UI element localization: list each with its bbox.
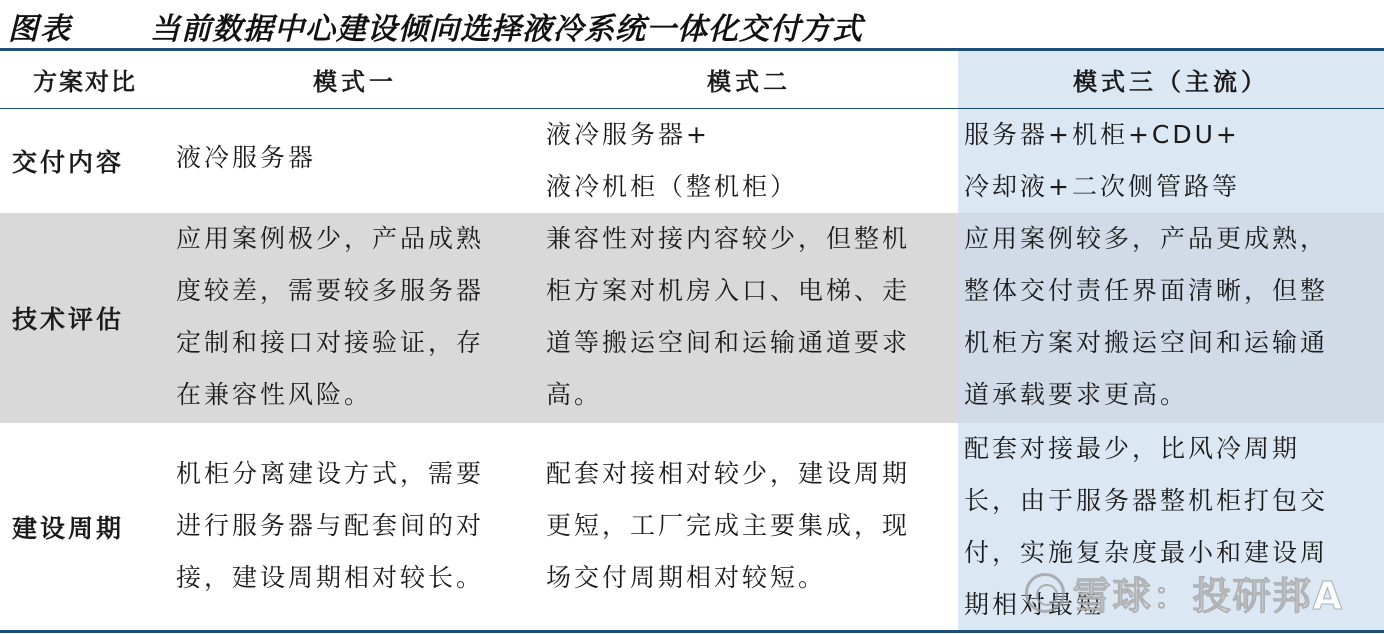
watermark	[1025, 565, 1344, 620]
cell-mode-3: 配套对接最少，比风冷周期 长，由于服务器整机柜打包交 付，实施复杂度最小和建设周 期相对最短	[958, 423, 1384, 631]
figure-title: 当前数据中心建设倾向选择液冷系统一体化交付方式	[150, 12, 863, 47]
header-mode-1: 模式一	[313, 68, 397, 96]
cell-mode-3: 应用案例较多，产品更成熟， 整体交付责任界面清晰，但整 机柜方案对搬运空间和运输通 道承载要求更高。	[958, 213, 1384, 423]
cell-mode-2: 兼容性对接内容较少，但整机 柜方案对机房入口、电梯、走 道等搬运空间和运输通道要求 高。	[546, 224, 911, 409]
cell-mode-1: 应用案例极少，产品成熟 度较差，需要较多服务器 定制和接口对接验证，存 在兼容性风险。	[176, 224, 485, 409]
row-label: 建设周期	[12, 514, 125, 543]
bottom-rule	[0, 630, 1384, 633]
table-row	[0, 109, 1384, 213]
cell-mode-1: 液冷服务器	[176, 143, 317, 172]
cell-mode-2: 液冷服务器+ 液冷机柜（整机柜）	[546, 120, 799, 201]
table-row	[0, 213, 1384, 423]
row-label: 交付内容	[12, 148, 125, 177]
cell-mode-3: 服务器+机柜+CDU+ 冷却液+二次侧管路等	[958, 109, 1384, 213]
table-header-row	[0, 51, 1384, 108]
header-mode-3: 模式三（主流）	[958, 51, 1384, 108]
xueqiu-logo-icon	[1025, 573, 1065, 613]
cell-mode-1: 机柜分离建设方式，需要 进行服务器与配套间的对 接，建设周期相对较长。	[176, 459, 485, 592]
title-bar	[0, 0, 1384, 48]
header-col-label: 方案对比	[33, 68, 137, 96]
figure-label: 图表	[8, 12, 72, 47]
watermark-text: 雪球：投研邦A	[1072, 574, 1344, 618]
header-mode-2: 模式二	[707, 68, 791, 96]
header-rule	[0, 108, 1384, 109]
cell-mode-2: 配套对接相对较少，建设周期 更短，工厂完成主要集成，现 场交付周期相对较短。	[546, 459, 911, 592]
row-label: 技术评估	[12, 305, 125, 334]
